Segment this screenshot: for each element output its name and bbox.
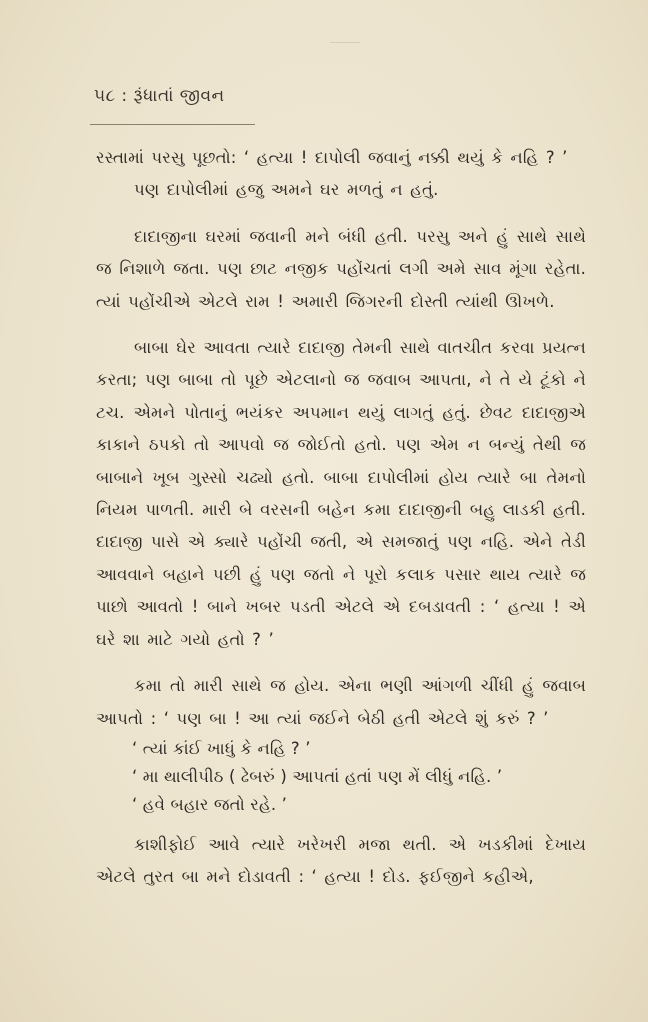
dialog-line-2: ‘ મા થાલીપીઠ ( ઢેબરું ) આપતાં હતાં પણ મેં લીધું નહિ. ’ (132, 766, 503, 786)
dialog-line-3: ‘ હવે બહાર જતો રહે. ’ (132, 794, 288, 814)
paragraph-4: બાબા ઘેર આવતા ત્યારે દાદાજી તેમની સાથે વાતચીત કરવા પ્રયત્ન કરતા; પણ બાબા તો પૂછે એટલાનો જ જવાબ આપતા, ને તે યે ટૂંકો ને ટચ. એમને પોતાનું ભયંકર અપમાન થયું લાગતું હતું. છેવટ દાદાજીએ કાકાને ઠપકો તો આપવો જ જોઈતો હતો. પણ એમ ન બન્યું તેથી જ બાબાને ખૂબ ગુસ્સો ચઢ્યો હતો. બાબા દાપોલીમાં હોય ત્યારે બા તેમનો નિયમ પાળતી. મારી બે વરસની બહેન કમા દાદાજીની બહુ લાડકી હતી. દાદાજી પાસે એ ક્યારે પહોંચી જતી, એ સમજાતું પણ નહિ. એને તેડી આવવાને બહાને પછી હું પણ જતો ને પૂરો કલાક પસાર થાય ત્યારે જ પાછો આવતો ! બાને ખબર પડતી એટલે એ દબડાવતી : ‘ હત્યા ! એ ઘરે શા માટે ગયો હતો ? ’ (96, 338, 586, 649)
paragraph-2: પણ દાપોલીમાં હજુ અમને ઘર મળતું ન હતું. (134, 180, 439, 200)
paragraph-1: રસ્તામાં પરસુ પૂછતો: ‘ હત્યા ! દાપોલી જવાનું નક્કી થયું કે નહિ ? ’ (96, 148, 568, 167)
paragraph-3: દાદાજીના ઘરમાં જવાની મને બંધી હતી. પરસુ અને હું સાથે સાથે જ નિશાળે જતા. પણ છાટ નજીક પહોંચતાં લગી અમે સાવ મૂંગા રહેતા. ત્યાં પહોંચીએ એટલે રામ ! અમારી જિગરની દોસ્તી ત્યાંથી ઊખળે. (96, 226, 586, 311)
running-header: ૫૮ : રૂંધાતાં જીવન (94, 86, 225, 106)
paragraph-5: કમા તો મારી સાથે જ હોય. એના ભણી આંગળી ચીંધી હું જવાબ આપતો : ‘ પણ બા ! આ ત્યાં જઈને બેઠી હતી એટલે શું કરું ? ’ (96, 676, 586, 728)
header-underline (90, 124, 255, 125)
page-body (96, 142, 586, 894)
paragraph-6: કાશીફોઈ આવે ત્યારે ખરેખરી મજા થતી. એ ખડકીમાં દેખાય એટલે તુરત બા મને દોડાવતી : ‘ હત્યા ! દોડ. ફઈજીને કહીએ, (96, 834, 586, 887)
dialog-line-1: ‘ ત્યાં કાંઈ ખાધું કે નહિ ? ’ (132, 738, 311, 758)
page-speck (330, 42, 360, 43)
